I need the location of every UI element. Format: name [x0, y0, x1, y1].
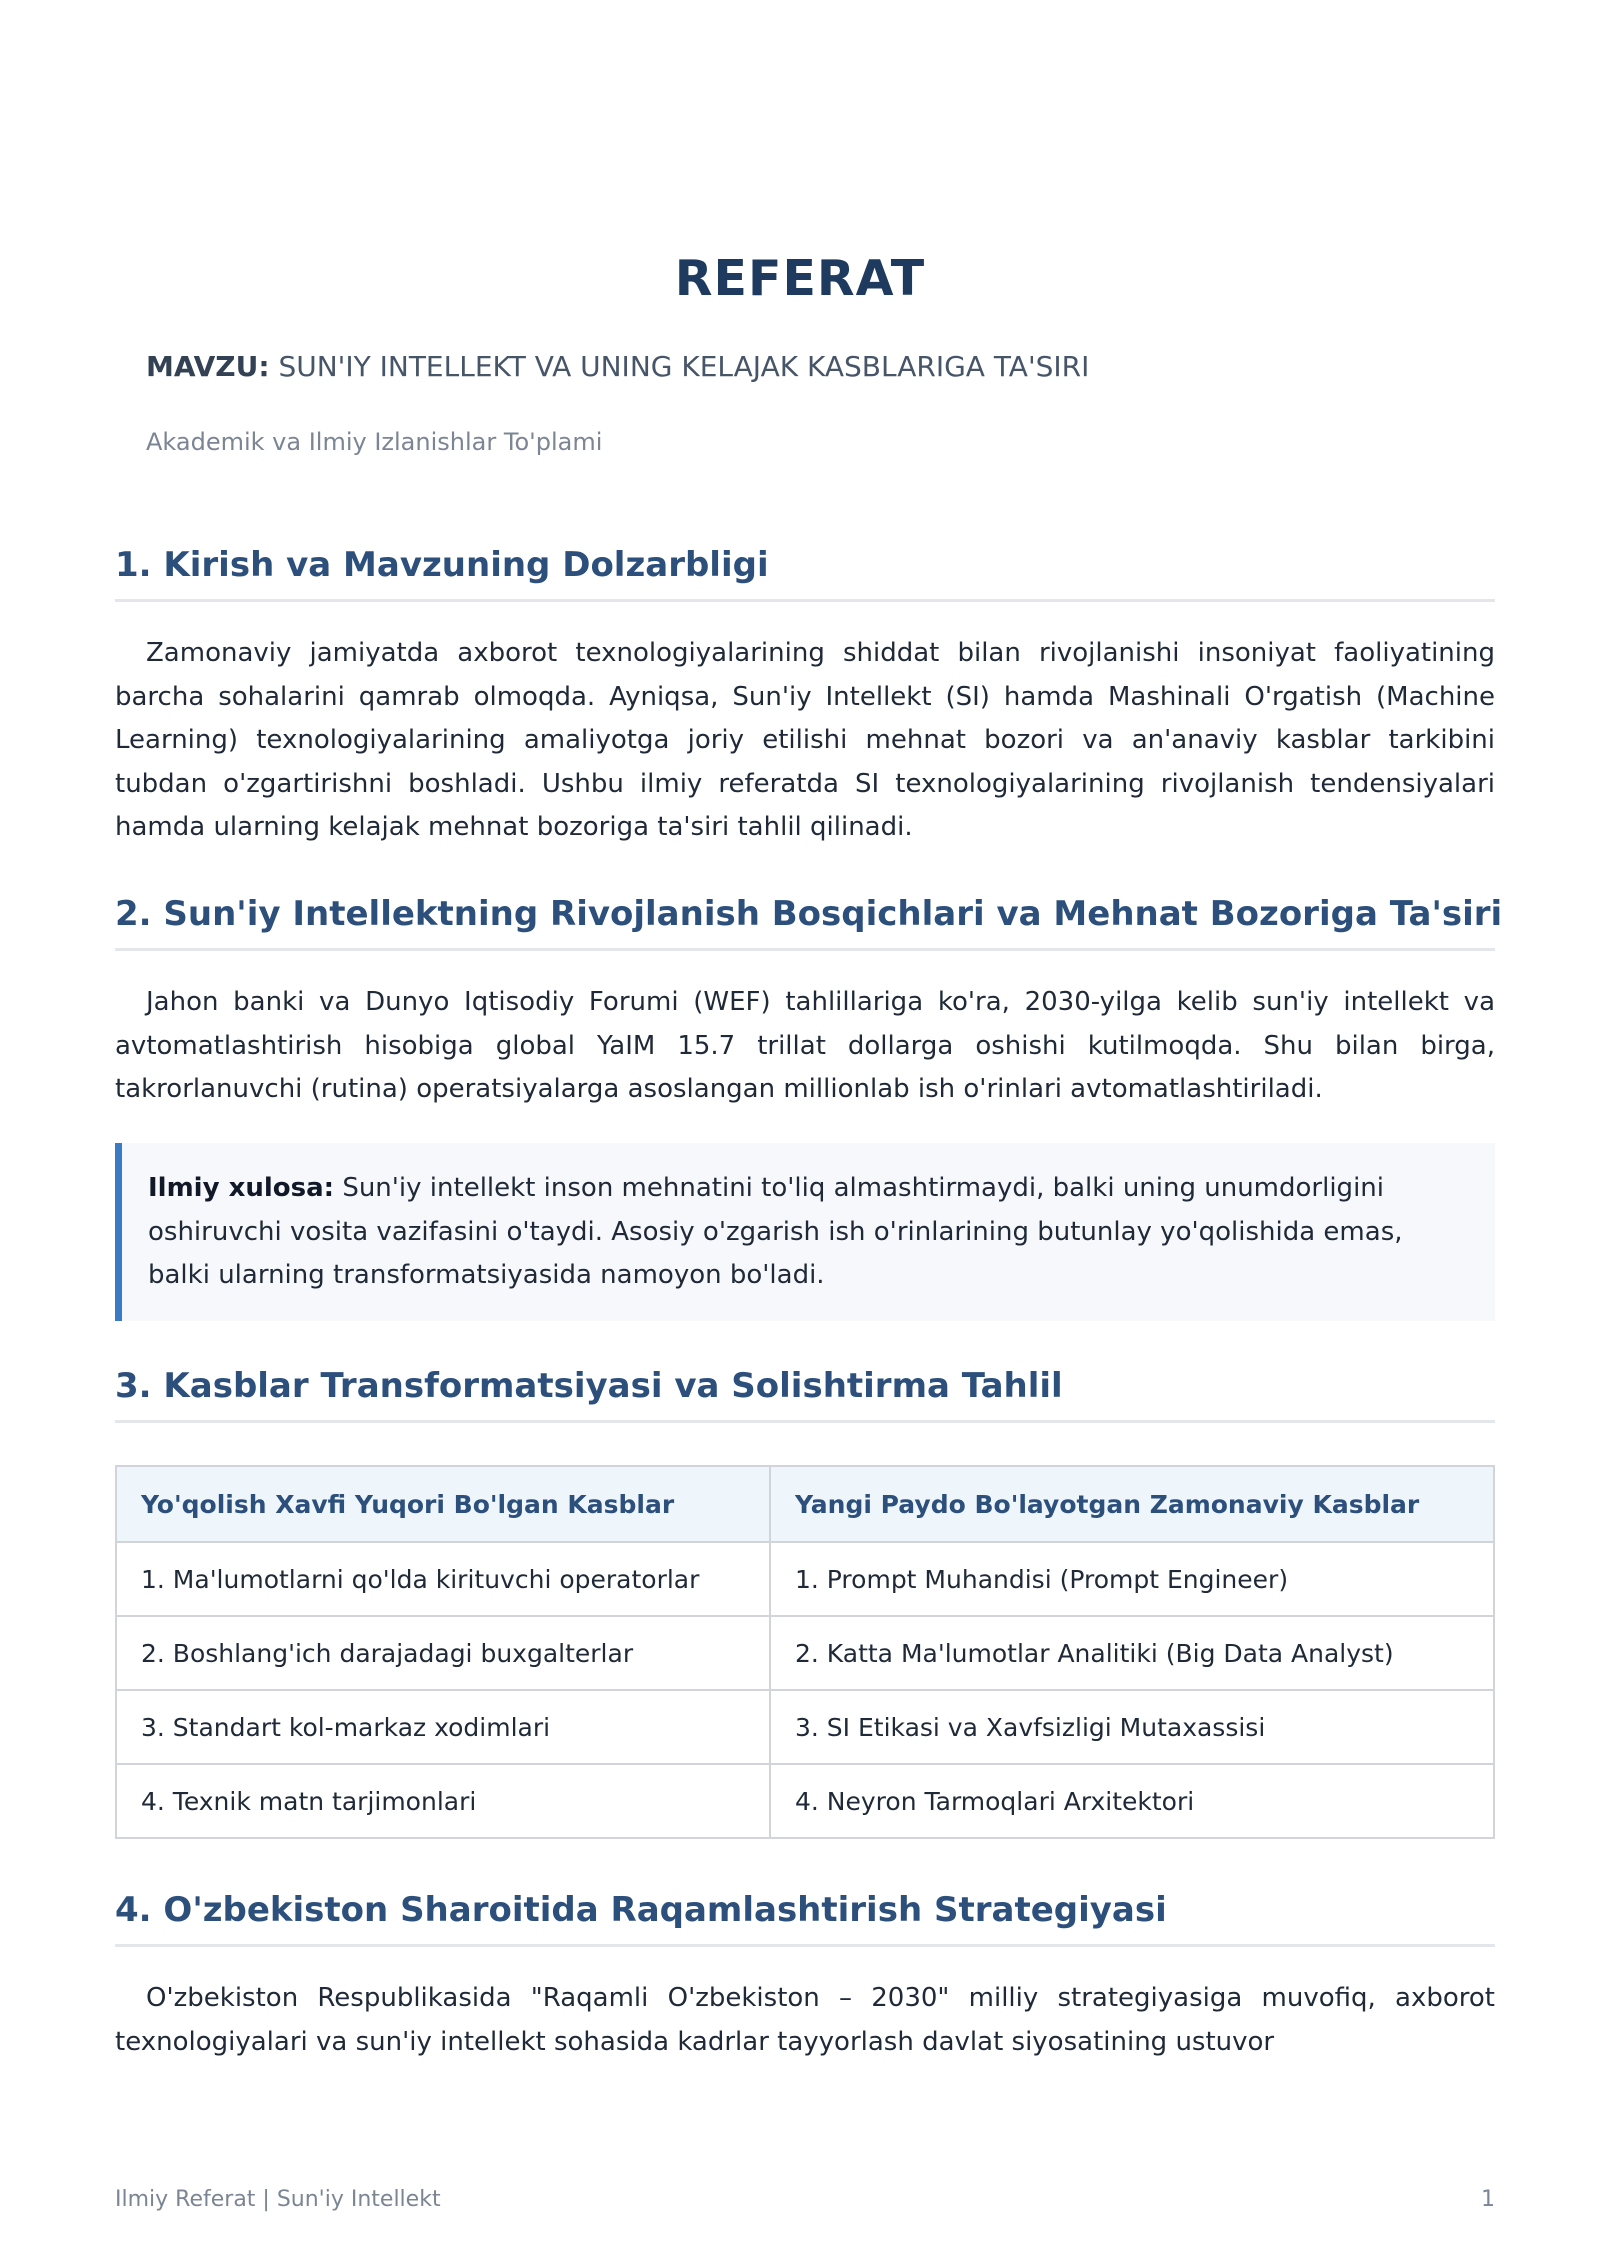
section-1-paragraph: Zamonaviy jamiyatda axborot texnologiyalarining shiddat bilan rivojlanishi insoniyat faoliyatining barcha sohalarini qamrab olmoqda. Ayniqsa, Sun'iy Intellekt (SI) hamda Mashinali O'rgatish (Machine Learning) texnologiyalarining amaliyotga joriy etilishi mehnat bozori va an'anaviy kasblar tarkibini tubdan o'zgartirishni boshladi. Ushbu ilmiy referatda SI texnologiyalarining rivojlanish tendensiyalari hamda ularning kelajak mehnat bozoriga ta'siri tahlil qilinadi.: [115, 638, 1495, 842]
table-header-row: [116, 1466, 1494, 1542]
topic-label: MAVZU:: [146, 350, 270, 383]
callout-label: Ilmiy xulosa:: [148, 1173, 335, 1203]
section-4-paragraph: O'zbekiston Respublikasida "Raqamli O'zbekiston – 2030" milliy strategiyasiga muvofiq, axborot texnologiyalari va sun'iy intellekt sohasida kadrlar tayyorlash davlat siyosatining ustuvor: [115, 1983, 1495, 2057]
section-1-heading: 1. Kirish va Mavzuning Dolzarbligi: [115, 545, 1495, 602]
table-row: [116, 1616, 1494, 1690]
section-3-heading: 3. Kasblar Transformatsiyasi va Solishtirma Tahlil: [115, 1366, 1495, 1423]
table-row: [116, 1764, 1494, 1838]
table-header-cell: Yo'qolish Xavfi Yuqori Bo'lgan Kasblar: [116, 1466, 770, 1542]
document-topic: [146, 350, 1089, 383]
section-2-paragraph: Jahon banki va Dunyo Iqtisodiy Forumi (WEF) tahlillariga ko'ra, 2030-yilga kelib sun'iy intellekt va avtomatlashtirish hisobiga global YaIM 15.7 trillat dollarga oshishi kutilmoqda. Shu bilan birga, takrorlanuvchi (rutina) operatsiyalarga asoslangan millionlab ish o'rinlari avtomatlashtiriladi.: [115, 987, 1495, 1104]
table-header-cell: Yangi Paydo Bo'layotgan Zamonaviy Kasblar: [770, 1466, 1494, 1542]
section-4-heading: 4. O'zbekiston Sharoitida Raqamlashtirish Strategiyasi: [115, 1890, 1495, 1947]
page-number: 1: [1481, 2187, 1495, 2212]
table-cell: 4. Neyron Tarmoqlari Arxitektori: [770, 1764, 1494, 1838]
document-subtitle: Akademik va Ilmiy Izlanishlar To'plami: [146, 428, 603, 456]
scientific-conclusion-callout: [115, 1143, 1495, 1321]
table-cell: 4. Texnik matn tarjimonlari: [116, 1764, 770, 1838]
professions-comparison-table: [115, 1465, 1495, 1839]
document-title: REFERAT: [674, 250, 926, 307]
section-2-heading: 2. Sun'iy Intellektning Rivojlanish Bosqichlari va Mehnat Bozoriga Ta'siri: [115, 894, 1495, 951]
table-cell: 1. Ma'lumotlarni qo'lda kirituvchi operatorlar: [116, 1542, 770, 1616]
table-cell: 1. Prompt Muhandisi (Prompt Engineer): [770, 1542, 1494, 1616]
table-cell: 3. SI Etikasi va Xavfsizligi Mutaxassisi: [770, 1690, 1494, 1764]
callout-text: Sun'iy intellekt inson mehnatini to'liq almashtirmaydi, balki uning unumdorligini oshiruvchi vosita vazifasini o'taydi. Asosiy o'zgarish ish o'rinlarining butunlay yo'qolishida emas, balki ularning transformatsiyasida namoyon bo'ladi.: [148, 1173, 1403, 1290]
table-cell: 2. Boshlang'ich darajadagi buxgalterlar: [116, 1616, 770, 1690]
table-row: [116, 1542, 1494, 1616]
table-row: [116, 1690, 1494, 1764]
table-cell: 2. Katta Ma'lumotlar Analitiki (Big Data Analyst): [770, 1616, 1494, 1690]
topic-text: SUN'IY INTELLEKT VA UNING KELAJAK KASBLARIGA TA'SIRI: [269, 350, 1090, 383]
table-cell: 3. Standart kol-markaz xodimlari: [116, 1690, 770, 1764]
footer-caption: Ilmiy Referat | Sun'iy Intellekt: [115, 2187, 441, 2212]
